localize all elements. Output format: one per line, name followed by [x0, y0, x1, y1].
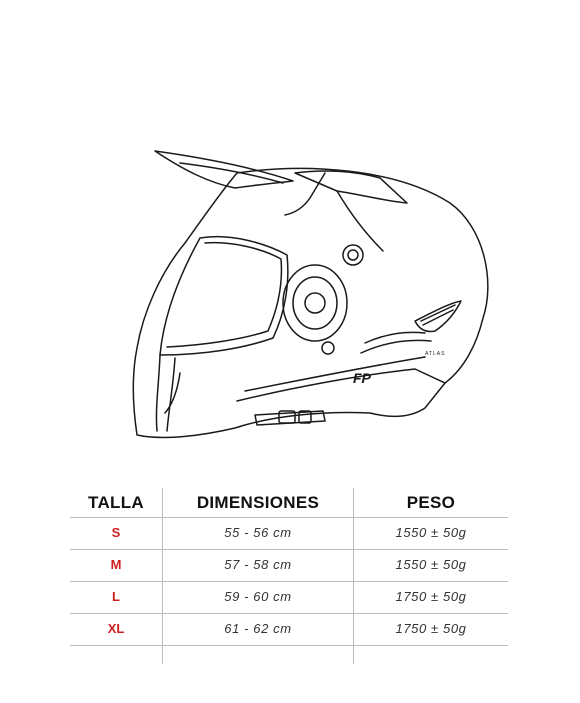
- size-cell: L: [112, 589, 120, 604]
- dimensions-cell: 57 - 58 cm: [162, 550, 354, 581]
- weight-cell: 1750 ± 50g: [395, 589, 467, 604]
- header-dimensions: DIMENSIONES: [162, 488, 354, 517]
- model-mark: ATLAS: [425, 351, 446, 357]
- helmet-illustration: [125, 143, 505, 443]
- weight-cell: 1750 ± 50g: [395, 621, 467, 636]
- header-size: TALLA: [88, 493, 144, 512]
- tail-cell: [70, 646, 162, 664]
- table-row: [70, 614, 508, 646]
- table-header-row: [70, 488, 508, 518]
- size-cell: S: [111, 525, 121, 540]
- brand-mark: FP: [353, 370, 371, 386]
- tail-cell: [162, 646, 354, 664]
- header-weight: PESO: [406, 493, 456, 512]
- size-cell: M: [110, 557, 122, 572]
- dimensions-cell: 61 - 62 cm: [162, 614, 354, 645]
- table-row: [70, 582, 508, 614]
- tail-cell: [354, 646, 508, 664]
- table-tail: [70, 646, 508, 664]
- table-row: [70, 518, 508, 550]
- dimensions-cell: 55 - 56 cm: [162, 518, 354, 549]
- size-cell: XL: [107, 621, 125, 636]
- weight-cell: 1550 ± 50g: [395, 557, 467, 572]
- weight-cell: 1550 ± 50g: [395, 525, 467, 540]
- table-row: [70, 550, 508, 582]
- dimensions-cell: 59 - 60 cm: [162, 582, 354, 613]
- size-table: [70, 488, 508, 664]
